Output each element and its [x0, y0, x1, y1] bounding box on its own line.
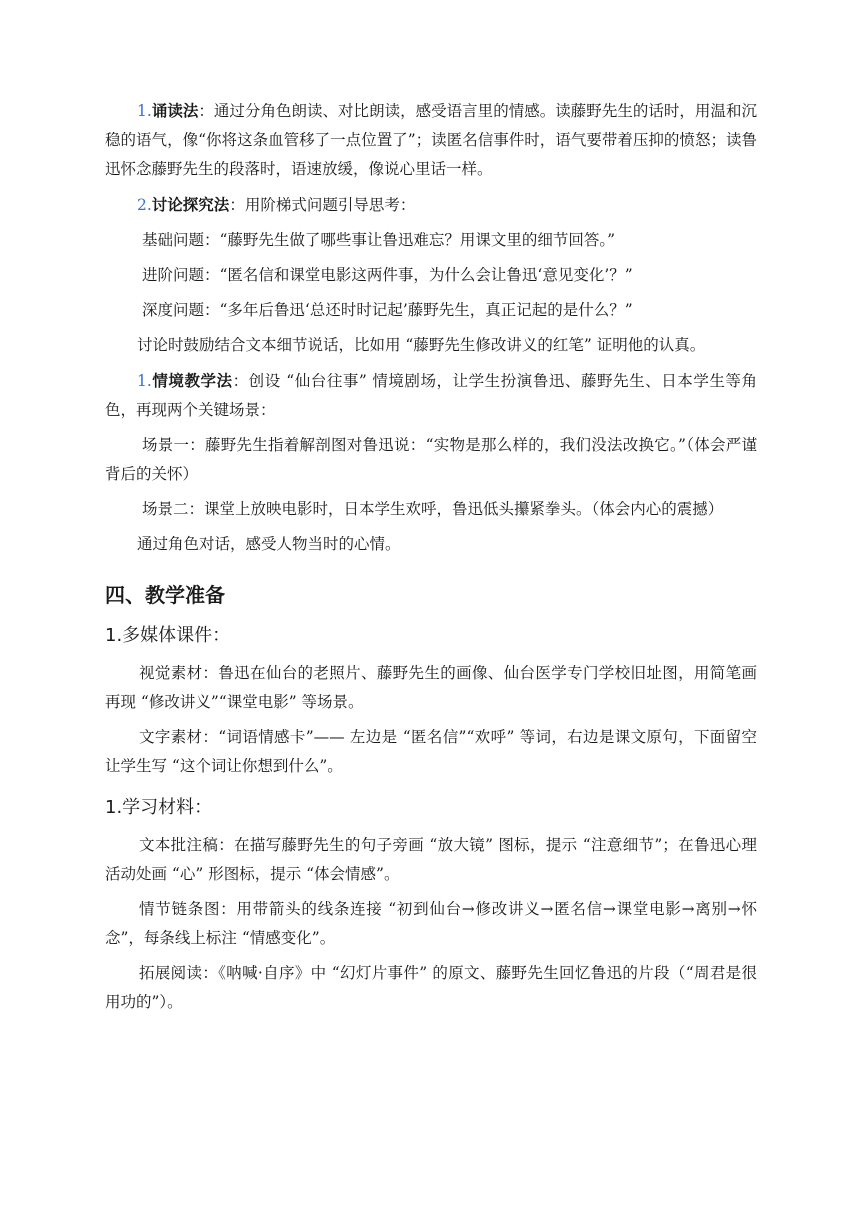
- list-number: 2.: [137, 196, 152, 214]
- method-situation-paragraph: [105, 366, 757, 425]
- question-basic: 基础问题：“藤野先生做了哪些事让鲁迅难忘？用课文里的细节回答。”: [142, 231, 616, 249]
- subsection-heading-materials: 1.学习材料：: [105, 797, 213, 818]
- visual-materials-paragraph: 视觉素材：鲁迅在仙台的老照片、藤野先生的画像、仙台医学专门学校旧址图，用简笔画再现 “修改讲义”“课堂电影” 等场景。: [105, 664, 757, 711]
- scene-two: 场景二：课堂上放映电影时，日本学生欢呼，鲁迅低头攥紧拳头。（体会内心的震撼）: [142, 500, 724, 518]
- scene-one: 场景一：藤野先生指着解剖图对鲁迅说：“实物是那么样的，我们没法改换它。”（体会严谨背后的关怀）: [105, 436, 757, 483]
- plot-chain-paragraph: 情节链条图：用带箭头的线条连接 “初到仙台→修改讲义→匿名信→课堂电影→离别→怀念”，每条线上标注 “情感变化”。: [105, 900, 757, 947]
- document-page: [105, 96, 757, 1017]
- list-number: 1.: [137, 372, 152, 390]
- method-title: 情境教学法: [151, 371, 233, 390]
- list-number: 1.: [137, 102, 152, 120]
- question-deep: 深度问题：“多年后鲁迅‘总还时时记起’藤野先生，真正记起的是什么？”: [142, 301, 633, 319]
- situation-note: 通过角色对话，感受人物当时的心情。: [137, 535, 401, 553]
- discussion-note: 讨论时鼓励结合文本细节说话，比如用 “藤野先生修改讲义的红笔” 证明他的认真。: [137, 336, 706, 354]
- method-title: 诵读法: [151, 101, 199, 120]
- method-title: 讨论探究法: [151, 195, 230, 214]
- extended-reading-paragraph: 拓展阅读：《呐喊·自序》中 “幻灯片事件” 的原文、藤野先生回忆鲁迅的片段（“周君是很用功的”）。: [105, 964, 757, 1011]
- method-text: ：通过分角色朗读、对比朗读，感受语言里的情感。读藤野先生的话时，用温和沉稳的语气，像“你将这条血管移了一点位置了”；读匿名信事件时，语气要带着压抑的愤怒；读鲁迅怀念藤野先生的段落时，语速放缓，像说心里话一样。: [105, 102, 757, 178]
- method-reading-paragraph: [105, 96, 757, 184]
- text-materials-paragraph: 文字素材：“词语情感卡”—— 左边是 “匿名信”“欢呼” 等词，右边是课文原句，下面留空让学生写 “这个词让你想到什么”。: [105, 728, 757, 775]
- subsection-heading-multimedia: 1.多媒体课件：: [105, 625, 231, 646]
- annotation-paragraph: 文本批注稿：在描写藤野先生的句子旁画 “放大镜” 图标，提示 “注意细节”；在鲁迅心理活动处画 “心” 形图标，提示 “体会情感”。: [105, 836, 757, 883]
- section-heading: 四、教学准备: [105, 583, 225, 607]
- method-discussion-paragraph: [105, 190, 757, 220]
- question-advanced: 进阶问题：“匿名信和课堂电影这两件事，为什么会让鲁迅‘意见变化’？”: [142, 266, 633, 284]
- method-text: ：用阶梯式问题引导思考：: [229, 196, 416, 214]
- method-text: ：创设 “仙台往事” 情境剧场，让学生扮演鲁迅、藤野先生、日本学生等角色，再现两个关键场景：: [105, 372, 757, 419]
